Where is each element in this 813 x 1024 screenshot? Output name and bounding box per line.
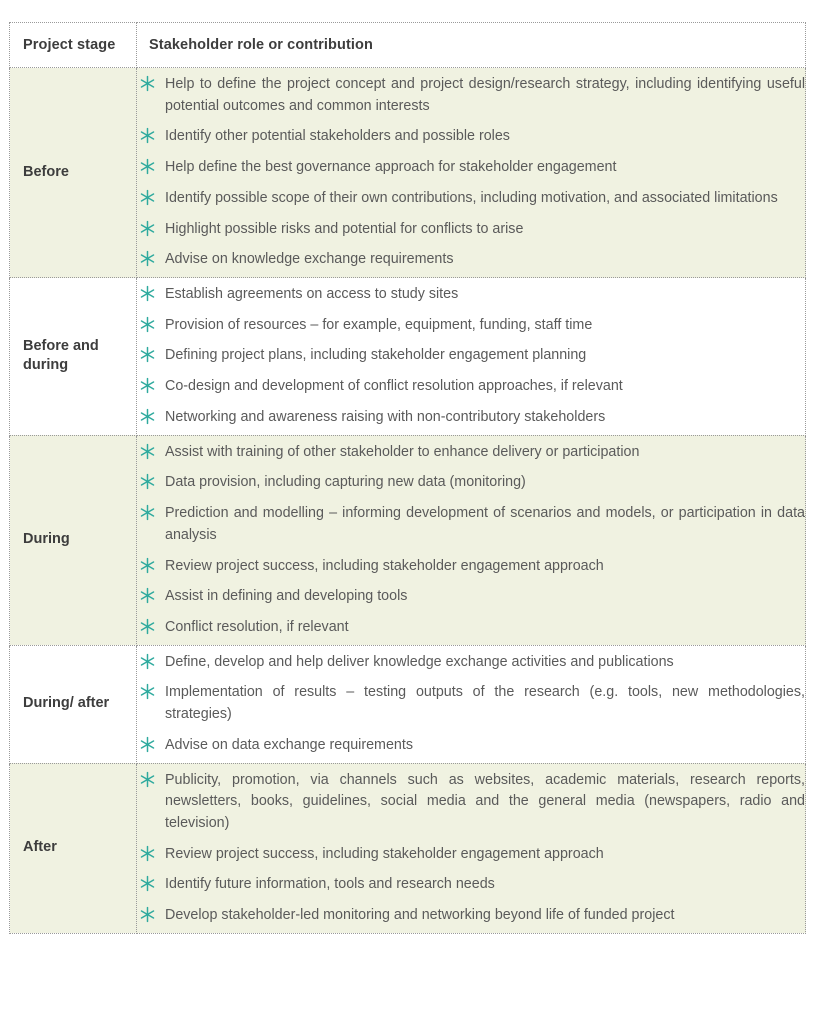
list-item <box>137 586 805 608</box>
asterisk-star-icon <box>139 220 156 237</box>
column-header-stakeholder-role: Stakeholder role or contribution <box>137 23 806 68</box>
list-item-text: Data provision, including capturing new data (monitoring) <box>165 474 526 491</box>
list-item <box>137 407 805 429</box>
asterisk-star-icon <box>139 845 156 862</box>
list-item <box>137 735 805 757</box>
column-header-project-stage: Project stage <box>10 23 137 68</box>
asterisk-star-icon <box>139 653 156 670</box>
list-item-text: Conflict resolution, if relevant <box>165 618 349 635</box>
asterisk-star-icon <box>139 346 156 363</box>
list-item <box>137 345 805 367</box>
list-item <box>137 157 805 179</box>
stakeholder-roles-table <box>9 22 806 934</box>
list-item <box>137 442 805 464</box>
table-row <box>10 763 806 933</box>
stage-label: During <box>23 531 70 548</box>
asterisk-star-icon <box>139 127 156 144</box>
table-row <box>10 645 806 763</box>
stakeholder-roles-table-wrapper <box>9 22 805 934</box>
asterisk-star-icon <box>139 504 156 521</box>
list-item <box>137 556 805 578</box>
list-item-text: Networking and awareness raising with non-contributory stakeholders <box>165 408 606 425</box>
list-item-text: Publicity, promotion, via channels such as websites, academic materials, research reports, newsletters, books, guidelines, social media and the general media (newspapers, radio and television) <box>165 771 805 831</box>
list-item <box>137 126 805 148</box>
list-item-text: Assist with training of other stakeholder to enhance delivery or participation <box>165 443 640 460</box>
asterisk-star-icon <box>139 736 156 753</box>
role-list <box>137 442 805 639</box>
list-item <box>137 472 805 494</box>
asterisk-star-icon <box>139 316 156 333</box>
stage-label: Before and during <box>23 337 99 374</box>
list-item-text: Highlight possible risks and potential for conflicts to arise <box>165 220 524 237</box>
role-cell <box>137 68 806 278</box>
list-item-text: Assist in defining and developing tools <box>165 588 408 605</box>
asterisk-star-icon <box>139 473 156 490</box>
list-item-text: Review project success, including stakeholder engagement approach <box>165 845 604 862</box>
list-item <box>137 376 805 398</box>
list-item <box>137 844 805 866</box>
role-list <box>137 770 805 927</box>
list-item <box>137 315 805 337</box>
role-cell <box>137 435 806 645</box>
asterisk-star-icon <box>139 189 156 206</box>
list-item-text: Co-design and development of conflict resolution approaches, if relevant <box>165 378 623 395</box>
list-item <box>137 188 805 210</box>
list-item-text: Define, develop and help deliver knowledge exchange activities and publications <box>165 653 674 670</box>
role-cell <box>137 763 806 933</box>
list-item <box>137 770 805 835</box>
list-item-text: Advise on data exchange requirements <box>165 736 413 753</box>
list-item <box>137 249 805 271</box>
table-header-row <box>10 23 806 68</box>
asterisk-star-icon <box>139 285 156 302</box>
table-row <box>10 68 806 278</box>
list-item <box>137 905 805 927</box>
role-list <box>137 284 805 429</box>
list-item-text: Identify possible scope of their own contributions, including motivation, and associated limitations <box>165 189 778 206</box>
role-list <box>137 652 805 757</box>
asterisk-star-icon <box>139 587 156 604</box>
list-item-text: Implementation of results – testing outputs of the research (e.g. tools, new methodologies, strategies) <box>165 684 805 723</box>
list-item <box>137 284 805 306</box>
table-header <box>10 23 806 68</box>
list-item-text: Establish agreements on access to study sites <box>165 286 459 303</box>
asterisk-star-icon <box>139 158 156 175</box>
list-item-text: Prediction and modelling – informing development of scenarios and models, or participation in data analysis <box>165 505 805 543</box>
stage-cell <box>10 763 137 933</box>
list-item-text: Review project success, including stakeholder engagement approach <box>165 557 604 574</box>
table-body <box>10 68 806 934</box>
role-list <box>137 74 805 271</box>
asterisk-star-icon <box>139 443 156 460</box>
asterisk-star-icon <box>139 683 156 700</box>
list-item-text: Help to define the project concept and project design/research strategy, including identifying useful potential outcomes and common interests <box>165 76 805 114</box>
list-item-text: Provision of resources – for example, equipment, funding, staff time <box>165 316 593 333</box>
asterisk-star-icon <box>139 408 156 425</box>
stage-label: Before <box>23 163 69 180</box>
stage-label: After <box>23 839 57 856</box>
list-item-text: Help define the best governance approach for stakeholder engagement <box>165 159 617 176</box>
role-cell <box>137 278 806 436</box>
list-item-text: Defining project plans, including stakeholder engagement planning <box>165 347 587 364</box>
list-item-text: Identify future information, tools and research needs <box>165 876 495 893</box>
asterisk-star-icon <box>139 618 156 635</box>
list-item <box>137 219 805 241</box>
list-item <box>137 503 805 546</box>
list-item-text: Identify other potential stakeholders and possible roles <box>165 128 510 145</box>
asterisk-star-icon <box>139 875 156 892</box>
stage-cell <box>10 645 137 763</box>
list-item-text: Develop stakeholder-led monitoring and networking beyond life of funded project <box>165 907 675 924</box>
asterisk-star-icon <box>139 377 156 394</box>
list-item <box>137 617 805 639</box>
table-row <box>10 278 806 436</box>
asterisk-star-icon <box>139 557 156 574</box>
stage-cell <box>10 68 137 278</box>
asterisk-star-icon <box>139 771 156 788</box>
asterisk-star-icon <box>139 906 156 923</box>
list-item <box>137 682 805 725</box>
list-item <box>137 874 805 896</box>
asterisk-star-icon <box>139 75 156 92</box>
list-item-text: Advise on knowledge exchange requirements <box>165 251 454 268</box>
asterisk-star-icon <box>139 250 156 267</box>
stage-cell <box>10 435 137 645</box>
list-item <box>137 652 805 674</box>
stage-label: During/ after <box>23 695 110 712</box>
table-row <box>10 435 806 645</box>
stage-cell <box>10 278 137 436</box>
role-cell <box>137 645 806 763</box>
list-item <box>137 74 805 117</box>
